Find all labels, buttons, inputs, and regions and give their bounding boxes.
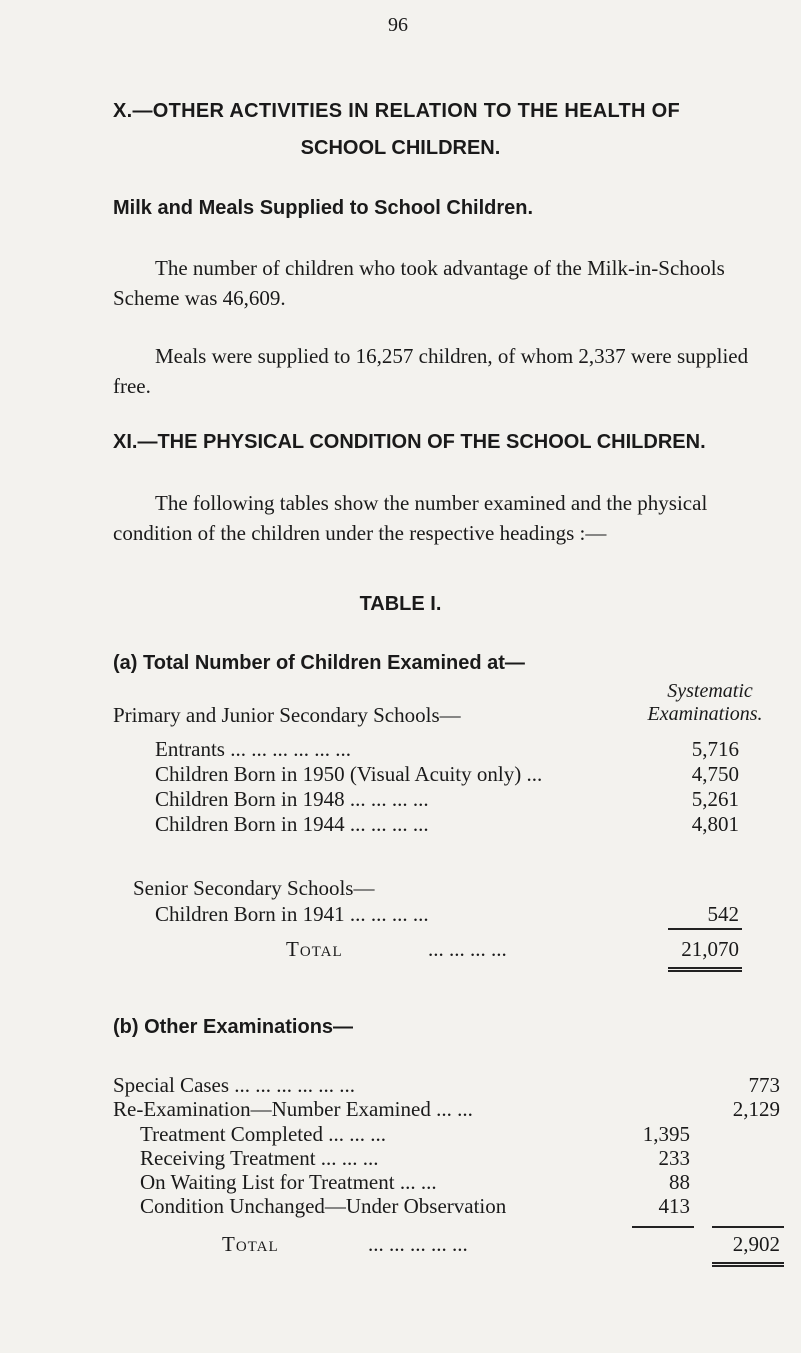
table-row-label: Children Born in 1941 ... ... ... ... xyxy=(155,902,429,926)
milk-scheme-paragraph: The number of children who took advantage of the Milk-in-Schools Scheme was 46,609. xyxy=(113,256,725,310)
reexamination-value: 2,129 xyxy=(732,1097,780,1121)
table-title: TABLE I. xyxy=(359,593,442,615)
table-row-label: Children Born in 1944 ... ... ... ... xyxy=(155,812,429,836)
part-a-heading: (a) Total Number of Children Examined at— xyxy=(113,652,525,674)
page-number: 96 xyxy=(388,14,408,36)
table-row-value: 5,261 xyxy=(691,787,739,811)
table-row-value: 542 xyxy=(707,902,739,926)
table-row-value: 233 xyxy=(658,1146,690,1170)
section-x-heading-line2: SCHOOL CHILDREN. xyxy=(300,137,501,159)
table-row-label: On Waiting List for Treatment ... ... xyxy=(140,1170,437,1194)
reexamination-label: Re-Examination—Number Examined ... ... xyxy=(113,1097,473,1121)
subtotal-rule xyxy=(668,928,742,930)
table-row-label: Entrants ... ... ... ... ... ... xyxy=(155,737,351,761)
table-row-value: 1,395 xyxy=(642,1122,690,1146)
subtotal-rule xyxy=(712,1226,784,1228)
section-x-heading-line1: X.—OTHER ACTIVITIES IN RELATION TO THE HEALTH OF xyxy=(113,100,680,122)
milk-meals-subheading: Milk and Meals Supplied to School Children. xyxy=(113,197,534,219)
section-xi-heading: XI.—THE PHYSICAL CONDITION OF THE SCHOOL CHILDREN. xyxy=(113,431,706,453)
subtotal-rule xyxy=(632,1226,694,1228)
primary-schools-label: Primary and Junior Secondary Schools— xyxy=(113,703,461,727)
total-value: 2,902 xyxy=(732,1232,780,1256)
section-xi-intro: The following tables show the number examined and the physical condition of the children under the respective headings :— xyxy=(113,491,708,545)
table-row-label: Children Born in 1950 (Visual Acuity only) ... xyxy=(155,762,543,786)
total-double-rule xyxy=(668,967,742,972)
column-header-line2: Examinations. xyxy=(647,703,763,725)
table-row-value: 4,801 xyxy=(691,812,739,836)
column-header-line1: Systematic xyxy=(667,680,753,702)
total-double-rule xyxy=(712,1262,784,1267)
senior-schools-label: Senior Secondary Schools— xyxy=(133,876,375,900)
total-label: Total xyxy=(286,937,343,961)
table-row-label: Children Born in 1948 ... ... ... ... xyxy=(155,787,429,811)
total-value: 21,070 xyxy=(681,937,739,961)
meals-paragraph: Meals were supplied to 16,257 children, of whom 2,337 were supplied free. xyxy=(113,344,749,398)
table-row-value: 88 xyxy=(669,1170,690,1194)
table-row-label: Treatment Completed ... ... ... xyxy=(140,1122,386,1146)
part-b-heading: (b) Other Examinations— xyxy=(113,1016,354,1038)
total-dots: ... ... ... ... ... xyxy=(368,1232,468,1256)
table-row-value: 5,716 xyxy=(691,737,739,761)
total-label: Total xyxy=(222,1232,279,1256)
special-cases-label: Special Cases ... ... ... ... ... ... xyxy=(113,1073,356,1097)
table-row-label: Condition Unchanged—Under Observation xyxy=(140,1194,507,1218)
total-dots: ... ... ... ... xyxy=(428,937,507,961)
table-row-value: 4,750 xyxy=(691,762,739,786)
table-row-label: Receiving Treatment ... ... ... xyxy=(140,1146,379,1170)
special-cases-value: 773 xyxy=(748,1073,780,1097)
table-row-value: 413 xyxy=(658,1194,690,1218)
